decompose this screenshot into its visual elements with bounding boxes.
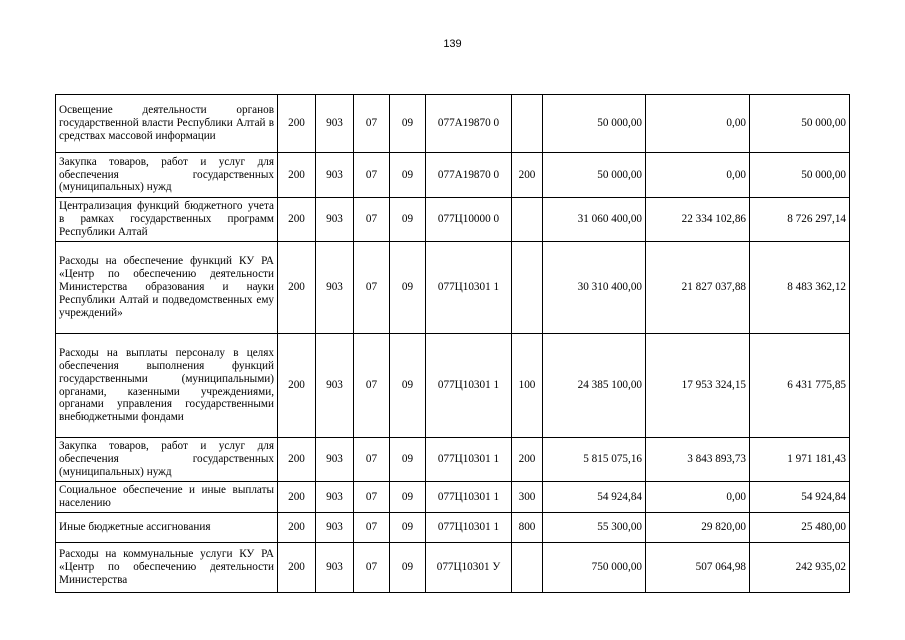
row-code-3: 07 <box>354 153 390 198</box>
row-description: Социальное обеспечение и иные выплаты населению <box>56 482 278 513</box>
table-row <box>56 513 850 543</box>
row-code-3: 07 <box>354 242 390 334</box>
row-code-2: 903 <box>316 482 354 513</box>
row-target-code: 077Ц10301 1 <box>426 482 512 513</box>
row-code-1: 200 <box>278 95 316 153</box>
row-amount: 31 060 400,00 <box>543 198 646 242</box>
row-expense-type: 200 <box>512 153 543 198</box>
row-code-3: 07 <box>354 482 390 513</box>
table-row <box>56 543 850 593</box>
row-remainder: 50 000,00 <box>750 95 850 153</box>
row-code-2: 903 <box>316 242 354 334</box>
row-code-4: 09 <box>390 543 426 593</box>
row-executed: 0,00 <box>646 153 750 198</box>
row-expense-type: 100 <box>512 334 543 438</box>
row-code-3: 07 <box>354 95 390 153</box>
row-code-1: 200 <box>278 198 316 242</box>
row-amount: 30 310 400,00 <box>543 242 646 334</box>
row-code-2: 903 <box>316 198 354 242</box>
row-code-1: 200 <box>278 242 316 334</box>
row-description: Закупка товаров, работ и услуг для обеспечения государственных (муниципальных) нужд <box>56 153 278 198</box>
row-amount: 54 924,84 <box>543 482 646 513</box>
row-target-code: 077Ц10301 1 <box>426 438 512 482</box>
row-expense-type: 800 <box>512 513 543 543</box>
row-amount: 24 385 100,00 <box>543 334 646 438</box>
row-amount: 55 300,00 <box>543 513 646 543</box>
row-amount: 50 000,00 <box>543 95 646 153</box>
row-expense-type <box>512 543 543 593</box>
row-target-code: 077Ц10301 1 <box>426 513 512 543</box>
row-code-1: 200 <box>278 334 316 438</box>
row-executed: 17 953 324,15 <box>646 334 750 438</box>
row-code-3: 07 <box>354 513 390 543</box>
row-executed: 3 843 893,73 <box>646 438 750 482</box>
row-code-3: 07 <box>354 334 390 438</box>
row-code-1: 200 <box>278 153 316 198</box>
row-amount: 750 000,00 <box>543 543 646 593</box>
row-expense-type <box>512 242 543 334</box>
table-row <box>56 482 850 513</box>
row-code-4: 09 <box>390 482 426 513</box>
row-remainder: 242 935,02 <box>750 543 850 593</box>
row-code-3: 07 <box>354 543 390 593</box>
row-target-code: 077Ц10301 1 <box>426 242 512 334</box>
row-executed: 0,00 <box>646 95 750 153</box>
row-remainder: 6 431 775,85 <box>750 334 850 438</box>
row-description: Расходы на коммунальные услуги КУ РА «Центр по обеспечению деятельности Министерства <box>56 543 278 593</box>
row-code-1: 200 <box>278 543 316 593</box>
row-executed: 507 064,98 <box>646 543 750 593</box>
row-code-2: 903 <box>316 513 354 543</box>
row-description: Освещение деятельности органов государственной власти Республики Алтай в средствах массовой информации <box>56 95 278 153</box>
row-executed: 29 820,00 <box>646 513 750 543</box>
row-code-4: 09 <box>390 153 426 198</box>
row-code-3: 07 <box>354 438 390 482</box>
row-expense-type <box>512 95 543 153</box>
row-target-code: 077A19870 0 <box>426 95 512 153</box>
table-row <box>56 438 850 482</box>
row-remainder: 1 971 181,43 <box>750 438 850 482</box>
row-description: Закупка товаров, работ и услуг для обеспечения государственных (муниципальных) нужд <box>56 438 278 482</box>
row-description: Иные бюджетные ассигнования <box>56 513 278 543</box>
row-code-4: 09 <box>390 438 426 482</box>
row-executed: 0,00 <box>646 482 750 513</box>
row-code-2: 903 <box>316 543 354 593</box>
row-code-2: 903 <box>316 153 354 198</box>
row-code-2: 903 <box>316 95 354 153</box>
row-code-2: 903 <box>316 334 354 438</box>
table-row <box>56 334 850 438</box>
row-target-code: 077Ц10301 У <box>426 543 512 593</box>
page-number: 139 <box>443 38 462 50</box>
row-remainder: 54 924,84 <box>750 482 850 513</box>
row-code-1: 200 <box>278 513 316 543</box>
row-code-4: 09 <box>390 95 426 153</box>
row-executed: 21 827 037,88 <box>646 242 750 334</box>
row-code-4: 09 <box>390 198 426 242</box>
row-remainder: 50 000,00 <box>750 153 850 198</box>
table-row <box>56 242 850 334</box>
row-code-2: 903 <box>316 438 354 482</box>
row-description: Расходы на выплаты персоналу в целях обеспечения выполнения функций государственными (муниципальными) органами, казенными учреждениями, органами управления государственными внебюджетными фондами <box>56 334 278 438</box>
row-remainder: 8 726 297,14 <box>750 198 850 242</box>
table-row <box>56 95 850 153</box>
row-target-code: 077A19870 0 <box>426 153 512 198</box>
row-executed: 22 334 102,86 <box>646 198 750 242</box>
row-remainder: 8 483 362,12 <box>750 242 850 334</box>
row-expense-type <box>512 198 543 242</box>
row-amount: 5 815 075,16 <box>543 438 646 482</box>
row-code-4: 09 <box>390 242 426 334</box>
table-row <box>56 153 850 198</box>
row-remainder: 25 480,00 <box>750 513 850 543</box>
row-code-1: 200 <box>278 438 316 482</box>
row-code-3: 07 <box>354 198 390 242</box>
row-code-1: 200 <box>278 482 316 513</box>
row-expense-type: 200 <box>512 438 543 482</box>
row-amount: 50 000,00 <box>543 153 646 198</box>
row-target-code: 077Ц10000 0 <box>426 198 512 242</box>
row-code-4: 09 <box>390 513 426 543</box>
row-description: Расходы на обеспечение функций КУ РА «Центр по обеспечению деятельности Министерства образования и науки Республики Алтай и подведомственных ему учреждений» <box>56 242 278 334</box>
row-expense-type: 300 <box>512 482 543 513</box>
row-code-4: 09 <box>390 334 426 438</box>
row-target-code: 077Ц10301 1 <box>426 334 512 438</box>
row-description: Централизация функций бюджетного учета в рамках государственных программ Республики Алтай <box>56 198 278 242</box>
budget-table <box>55 94 850 593</box>
table-row <box>56 198 850 242</box>
